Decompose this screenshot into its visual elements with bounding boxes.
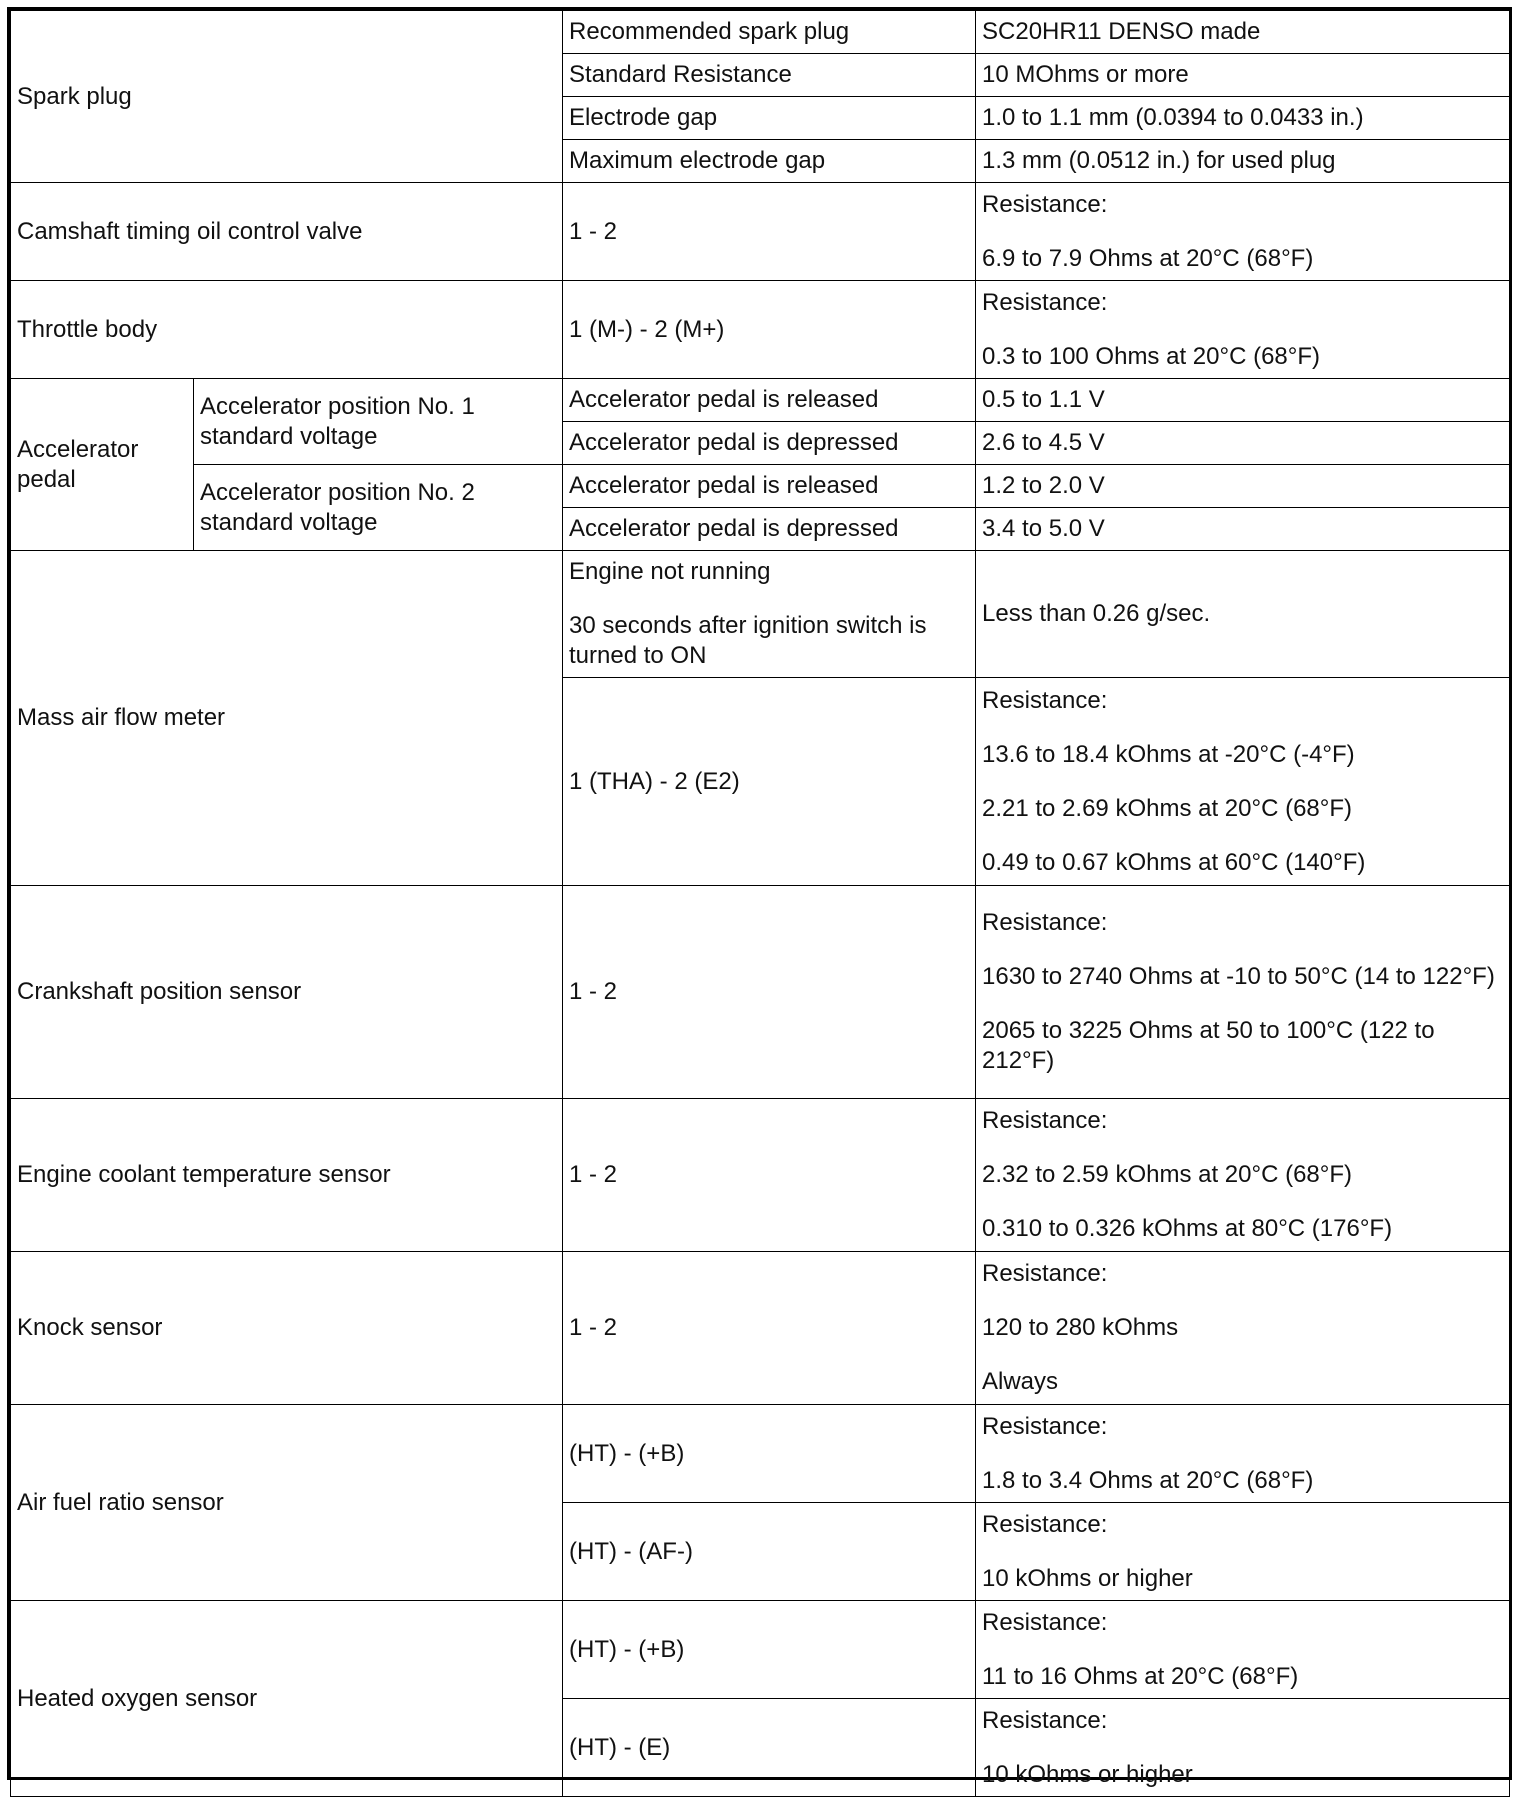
- spec-value: 1.0 to 1.1 mm (0.0394 to 0.0433 in.): [976, 97, 1510, 140]
- spec-value: Resistance: 1630 to 2740 Ohms at -10 to 50°C (14 to 122°F) 2065 to 3225 Ohms at 50 to 100°C (122 to 212°F): [976, 886, 1510, 1099]
- component-engine-coolant-temp-sensor: Engine coolant temperature sensor: [11, 1099, 563, 1252]
- spec-label: Electrode gap: [563, 97, 976, 140]
- terminal-cell: (HT) - (AF-): [563, 1503, 976, 1601]
- table-row: [11, 551, 1510, 678]
- condition-label: Engine not running 30 seconds after ignition switch is turned to ON: [563, 551, 976, 678]
- spec-value: 3.4 to 5.0 V: [976, 508, 1510, 551]
- component-camshaft-ocv: Camshaft timing oil control valve: [11, 183, 563, 281]
- spec-value: Resistance: 10 kOhms or higher: [976, 1699, 1510, 1797]
- component-air-fuel-ratio-sensor: Air fuel ratio sensor: [11, 1405, 563, 1601]
- component-crankshaft-position-sensor: Crankshaft position sensor: [11, 886, 563, 1099]
- spec-value: Resistance: 13.6 to 18.4 kOhms at -20°C (-4°F) 2.21 to 2.69 kOhms at 20°C (68°F) 0.49 to 0.67 kOhms at 60°C (140°F): [976, 678, 1510, 886]
- table-row: [11, 1252, 1510, 1405]
- spec-value: 1.2 to 2.0 V: [976, 465, 1510, 508]
- terminal-cell: (HT) - (+B): [563, 1405, 976, 1503]
- spec-table: [10, 10, 1510, 1797]
- terminal-cell: (HT) - (E): [563, 1699, 976, 1797]
- table-row: [11, 1099, 1510, 1252]
- table-row: [11, 379, 1510, 422]
- table-row: [11, 1405, 1510, 1503]
- component-heated-oxygen-sensor: Heated oxygen sensor: [11, 1601, 563, 1797]
- sensor-label: Accelerator position No. 1 standard voltage: [194, 379, 563, 465]
- condition-label: Accelerator pedal is released: [563, 379, 976, 422]
- component-knock-sensor: Knock sensor: [11, 1252, 563, 1405]
- spec-value: SC20HR11 DENSO made: [976, 11, 1510, 54]
- table-row: [11, 281, 1510, 379]
- terminal-cell: 1 - 2: [563, 183, 976, 281]
- spec-value: Resistance: 0.3 to 100 Ohms at 20°C (68°F): [976, 281, 1510, 379]
- table-row: [11, 465, 1510, 508]
- spec-value: 1.3 mm (0.0512 in.) for used plug: [976, 140, 1510, 183]
- condition-label: Accelerator pedal is released: [563, 465, 976, 508]
- table-row: [11, 11, 1510, 54]
- spec-table-frame: [7, 7, 1512, 1788]
- condition-label: Accelerator pedal is depressed: [563, 508, 976, 551]
- table-row: [11, 183, 1510, 281]
- component-accelerator-pedal: Accelerator pedal: [11, 379, 194, 551]
- spec-label: Recommended spark plug: [563, 11, 976, 54]
- terminal-cell: 1 - 2: [563, 1252, 976, 1405]
- spec-value: 10 MOhms or more: [976, 54, 1510, 97]
- terminal-cell: 1 - 2: [563, 1099, 976, 1252]
- spec-value: 0.5 to 1.1 V: [976, 379, 1510, 422]
- spec-value: 2.6 to 4.5 V: [976, 422, 1510, 465]
- sensor-label: Accelerator position No. 2 standard voltage: [194, 465, 563, 551]
- spec-value: Resistance: 6.9 to 7.9 Ohms at 20°C (68°F): [976, 183, 1510, 281]
- terminal-cell: (HT) - (+B): [563, 1601, 976, 1699]
- table-row: [11, 886, 1510, 1099]
- spec-value: Resistance: 10 kOhms or higher: [976, 1503, 1510, 1601]
- spec-value: Less than 0.26 g/sec.: [976, 551, 1510, 678]
- component-throttle-body: Throttle body: [11, 281, 563, 379]
- table-row: [11, 1601, 1510, 1699]
- spec-label: Standard Resistance: [563, 54, 976, 97]
- spec-value: Resistance: 120 to 280 kOhms Always: [976, 1252, 1510, 1405]
- terminal-cell: 1 (THA) - 2 (E2): [563, 678, 976, 886]
- terminal-cell: 1 - 2: [563, 886, 976, 1099]
- condition-label: Accelerator pedal is depressed: [563, 422, 976, 465]
- component-mass-air-flow-meter: Mass air flow meter: [11, 551, 563, 886]
- spec-value: Resistance: 11 to 16 Ohms at 20°C (68°F): [976, 1601, 1510, 1699]
- spec-value: Resistance: 1.8 to 3.4 Ohms at 20°C (68°F): [976, 1405, 1510, 1503]
- spec-value: Resistance: 2.32 to 2.59 kOhms at 20°C (68°F) 0.310 to 0.326 kOhms at 80°C (176°F): [976, 1099, 1510, 1252]
- component-spark-plug: Spark plug: [11, 11, 563, 183]
- terminal-cell: 1 (M-) - 2 (M+): [563, 281, 976, 379]
- spec-label: Maximum electrode gap: [563, 140, 976, 183]
